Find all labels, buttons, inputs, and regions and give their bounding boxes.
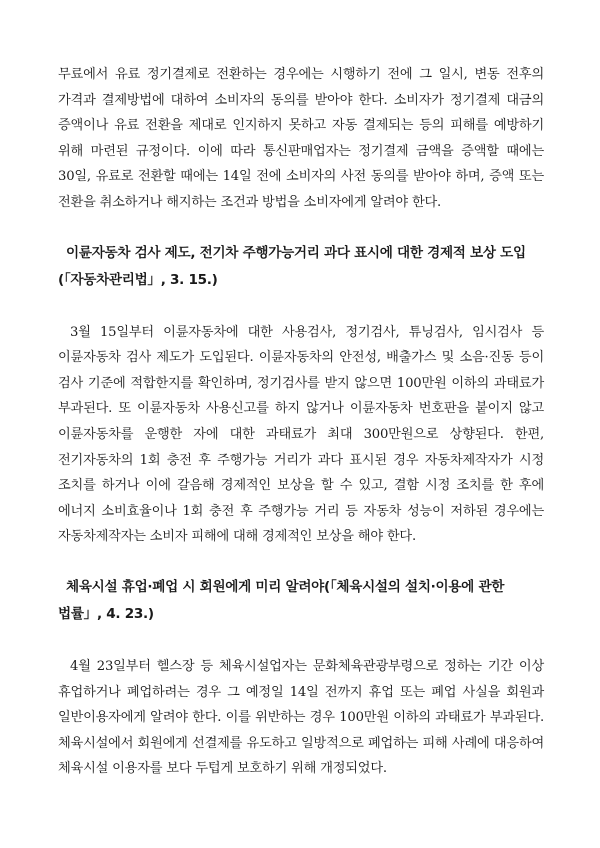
body-paragraph-2: 3월 15일부터 이륜자동차에 대한 사용검사, 정기검사, 튜닝검사, 임시검사 등 이륜자동차 검사 제도가 도입된다. 이륜자동차의 안전성, 배출가스 및 소음·진동 등이 검사 기준에 적합한지를 확인하며, 정기검사를 받지 않으면 100만원 이하의 과태료가 부과된다. 또 이륜자동차 사용신고를 하지 않거나 이륜자동차 번호판을 붙이지 않고 이륜자동차를 운행한 자에 대한 과태료가 최대 300만원으로 상향된다. 한편, 전기자동차의 1회 충전 후 주행가능 거리가 과다 표시된 경우 자동차제작자가 시정 조치를 하거나 이에 갈음해 경제적인 보상을 할 수 있고, 결함 시정 조치를 한 후에 에너지 소비효율이나 1회 충전 후 주행가능 거리 등 자동차 성능이 저하된 경우에는 자동차제작자는 소비자 피해에 대해 경제적인 보상을 해야 한다. — [58, 324, 544, 545]
section-spacer — [58, 550, 544, 574]
section-heading-motorcycle-inspection: 이륜자동차 검사 제도, 전기차 주행가능거리 과다 표시에 대한 경제적 보상 도입(「자동차관리법」, 3. 15.) — [58, 244, 526, 288]
section-spacer — [58, 628, 544, 654]
body-paragraph-3: 4월 23일부터 헬스장 등 체육시설업자는 문화체육관광부령으로 정하는 기간 이상 휴업하거나 폐업하려는 경우 그 예정일 14일 전까지 휴업 또는 폐업 사실을 회원과 일반이용자에게 알려야 한다. 이를 위반하는 경우 100만원 이하의 과태료가 부과된다. 체육시설에서 회원에게 선결제를 유도하고 일방적으로 폐업하는 피해 사례에 대응하여 체육시설 이용자를 보다 두텁게 보호하기 위해 개정되었다. — [58, 658, 544, 777]
document-page — [58, 62, 544, 782]
section-heading-sports-facility: 체육시설 휴업·폐업 시 회원에게 미리 알려야(「체육시설의 설치·이용에 관한 법률」, 4. 23.) — [58, 578, 505, 622]
section-spacer — [58, 216, 544, 240]
section-spacer — [58, 294, 544, 320]
body-paragraph-1: 무료에서 유료 정기결제로 전환하는 경우에는 시행하기 전에 그 일시, 변동 전후의 가격과 결제방법에 대하여 소비자의 동의를 받아야 한다. 소비자가 정기결제 대금의 증액이나 유료 전환을 제대로 인지하지 못하고 자동 결제되는 등의 피해를 예방하기 위해 마련된 규정이다. 이에 따라 통신판매업자는 정기결제 금액을 증액할 때에는 30일, 유료로 전환할 때에는 14일 전에 소비자의 사전 동의를 받아야 하며, 증액 또는 전환을 취소하거나 해지하는 조건과 방법을 소비자에게 알려야 한다. — [58, 67, 544, 210]
